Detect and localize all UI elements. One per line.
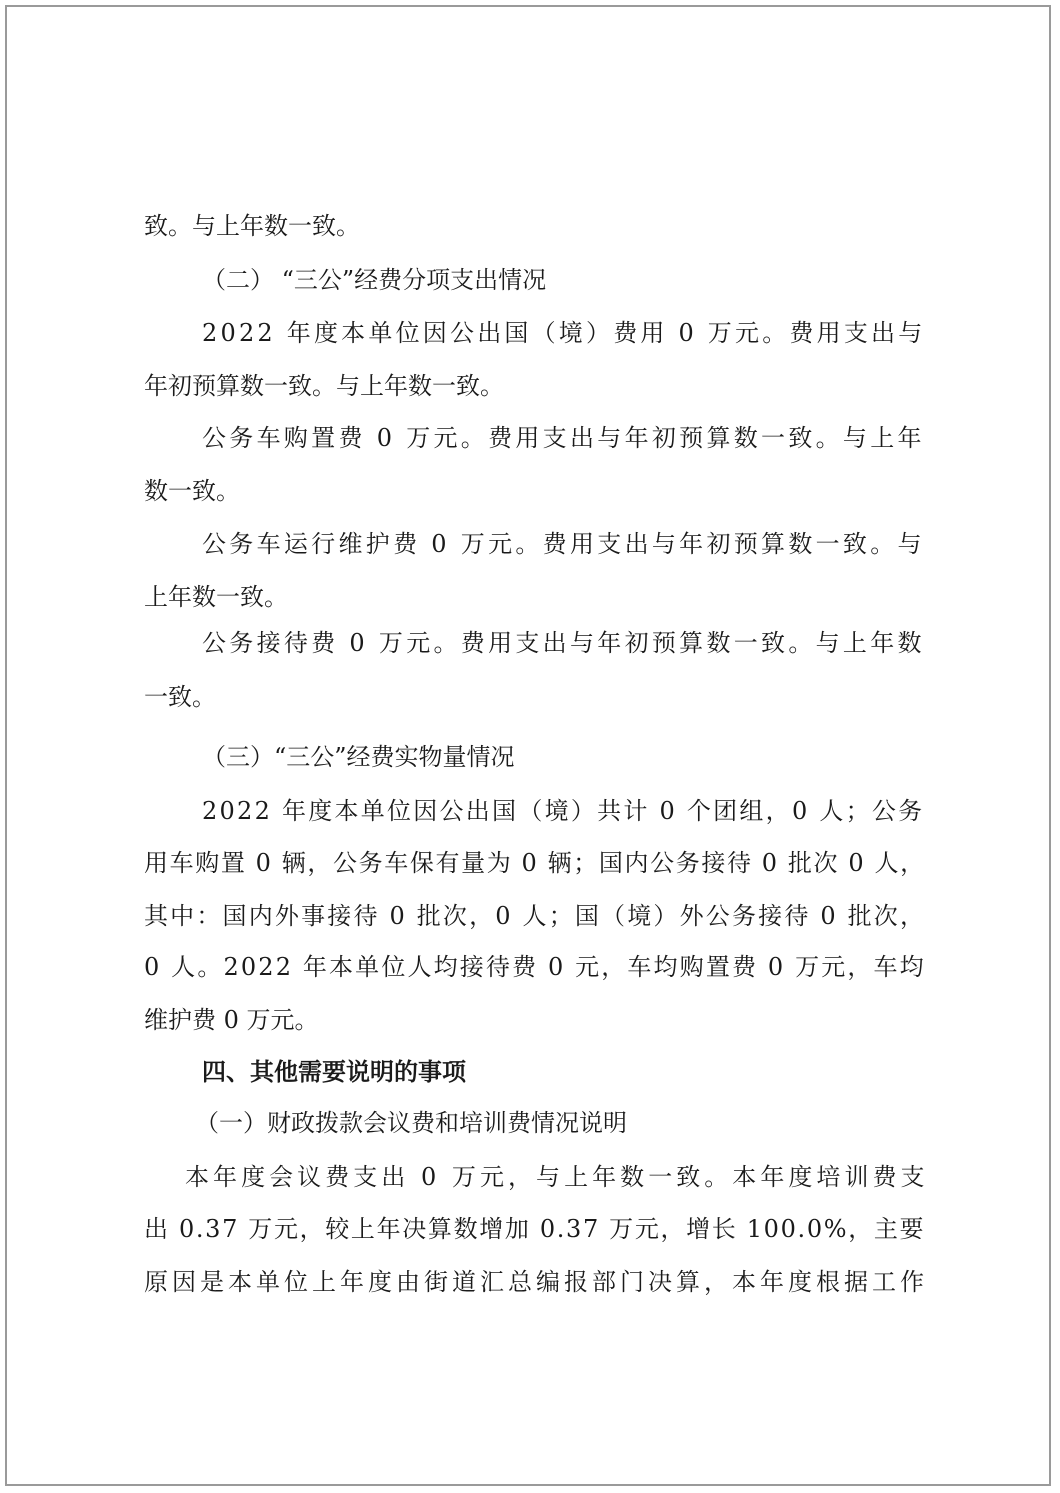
text-line: 上年数一致。 [144, 583, 288, 611]
text-line: 0 人。2022 年本单位人均接待费 0 元，车均购置费 0 万元，车均 [144, 953, 926, 981]
section-heading: （三）“三公”经费实物量情况 [202, 743, 515, 771]
text-line: 年初预算数一致。与上年数一致。 [144, 372, 504, 400]
text-line: 致。与上年数一致。 [144, 212, 360, 240]
text-line: 本年度会议费支出 0 万元，与上年数一致。本年度培训费支 [185, 1163, 929, 1191]
text-line: 数一致。 [144, 477, 240, 505]
text-line: 公务车运行维护费 0 万元。费用支出与年初预算数一致。与 [202, 530, 925, 558]
text-line: 其中：国内外事接待 0 批次，0 人；国（境）外公务接待 0 批次， [144, 902, 927, 930]
text-line: 用车购置 0 辆，公务车保有量为 0 辆；国内公务接待 0 批次 0 人， [144, 849, 926, 877]
chapter-heading: 四、其他需要说明的事项 [202, 1058, 466, 1086]
text-line: 原因是本单位上年度由街道汇总编报部门决算，本年度根据工作 [144, 1268, 928, 1296]
text-line: 2022 年度本单位因公出国（境）共计 0 个团组，0 人；公务 [202, 797, 925, 825]
text-line: 一致。 [144, 683, 216, 711]
text-line: 出 0.37 万元，较上年决算数增加 0.37 万元，增长 100.0%，主要 [144, 1215, 926, 1243]
text-line: 2022 年度本单位因公出国（境）费用 0 万元。费用支出与 [202, 319, 926, 347]
text-line: 公务车购置费 0 万元。费用支出与年初预算数一致。与上年 [202, 424, 925, 452]
section-heading: （二） “三公”经费分项支出情况 [202, 266, 547, 294]
document-page [5, 5, 1051, 1486]
section-heading: （一）财政拨款会议费和培训费情况说明 [195, 1109, 627, 1137]
text-line: 维护费 0 万元。 [144, 1006, 319, 1034]
text-line: 公务接待费 0 万元。费用支出与年初预算数一致。与上年数 [202, 629, 925, 657]
